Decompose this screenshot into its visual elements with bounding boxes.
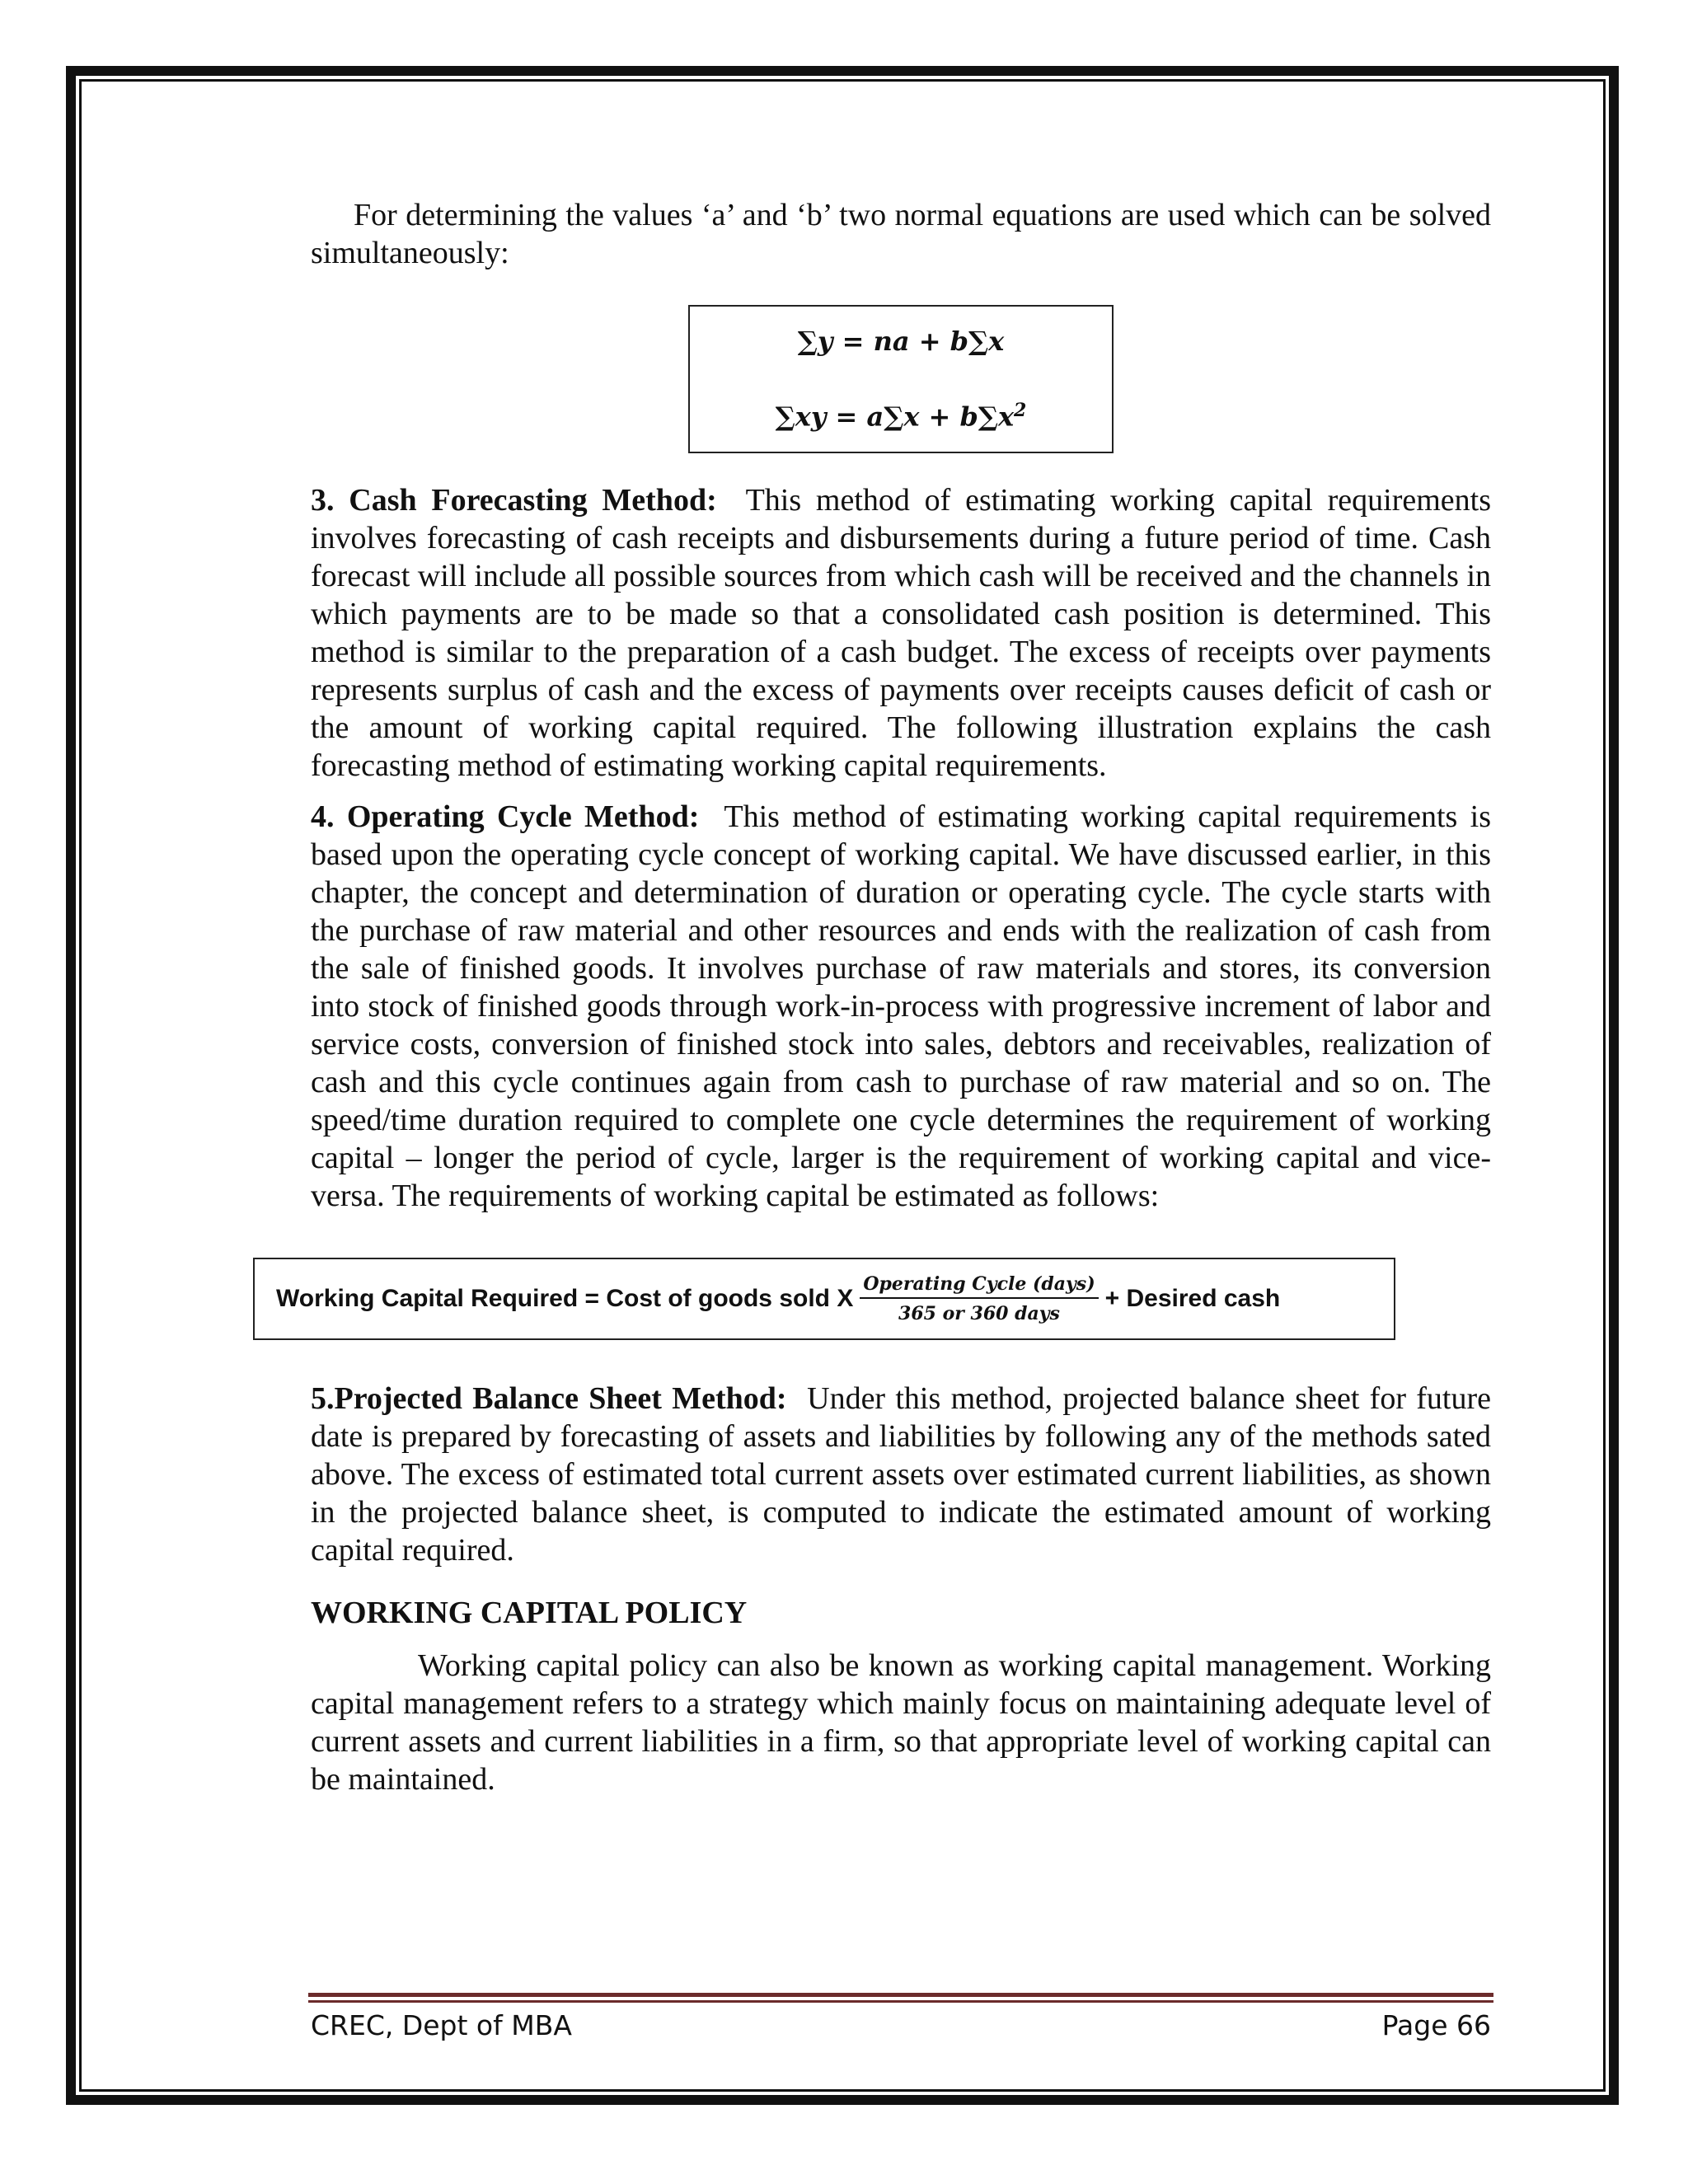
working-capital-formula-box — [253, 1258, 1395, 1340]
section-3-paragraph — [311, 481, 1491, 785]
section-5-title: 5.Projected Balance Sheet Method: — [311, 1381, 787, 1416]
formula-numerator: Operating Cycle (days) — [860, 1272, 1098, 1299]
formula-denominator: 365 or 360 days — [898, 1303, 1060, 1324]
section-projected-balance-sheet — [311, 1380, 1491, 1569]
section-4-paragraph — [311, 798, 1491, 1215]
section-5-body: Under this method, projected balance sheet for future date is prepared by forecasting of assets and liabilities by following any of the methods sated above. The excess of estimated total current assets over estimated current liabilities, as shown in the projected balance sheet, is computed to indicate the estimated amount of working capital required. — [311, 1381, 1492, 1568]
section-4-title: 4. Operating Cycle Method: — [311, 799, 700, 834]
working-capital-policy-heading: WORKING CAPITAL POLICY — [311, 1596, 748, 1630]
equation-2-main: ∑xy = a∑x + b∑x — [775, 401, 1015, 433]
footer-page-number: Page 66 — [1381, 2009, 1491, 2041]
footer-rule-top — [308, 1993, 1493, 1997]
equation-2-exponent: 2 — [1014, 400, 1027, 422]
section-cash-forecasting — [311, 481, 1491, 785]
section-5-paragraph — [311, 1380, 1491, 1569]
page-content — [276, 196, 1492, 1798]
formula-right: + Desired cash — [1104, 1285, 1281, 1312]
footer-rule-bottom — [308, 2000, 1493, 2003]
section-4-body: This method of estimating working capital requirements is based upon the operating cycle concept of working capital. We have discussed earlier, in this chapter, the concept and determination of duration or operating cycle. The cycle starts with the purchase of raw material and other resources and ends with the realization of cash from the sale of finished goods. It involves purchase of raw materials and stores, its conversion into stock of finished goods through work-in-process with progressive increment of labor and service costs, conversion of finished stock into sales, debtors and receivables, realization of cash and this cycle continues again from cash to purchase of raw material and so on. The speed/time duration required to complete one cycle determines the requirement of working capital – longer the period of cycle, larger is the requirement of working capital and vice-versa. The requirements of working capital be estimated as follows: — [311, 799, 1491, 1213]
section-3-body: This method of estimating working capital requirements involves forecasting of cash receipts and disbursements during a future period of time. Cash forecast will include all possible sources from which cash will be received and the channels in which payments are to be made so that a consolidated cash position is determined. This method is similar to the preparation of a cash budget. The excess of receipts over payments represents surplus of cash and the excess of payments over receipts causes deficit of cash or the amount of working capital required. The following illustration explains the cash forecasting method of estimating working capital requirements. — [311, 483, 1491, 783]
section-3-title: 3. Cash Forecasting Method: — [311, 483, 717, 518]
policy-paragraph: Working capital policy can also be known as working capital management. Working capital management refers to a strategy which mainly focus on maintaining adequate level of current assets and current liabilities in a firm, so that appropriate level of working capital can be maintained. — [311, 1648, 1491, 1797]
footer-department: CREC, Dept of MBA — [311, 2009, 572, 2041]
formula-fraction — [860, 1272, 1098, 1325]
normal-equations-box — [688, 305, 1114, 453]
equation-1: ∑y = na + b∑x — [797, 326, 1005, 358]
intro-paragraph: For determining the values ‘a’ and ‘b’ two normal equations are used which can be solved simultaneously: — [311, 198, 1491, 270]
equation-2 — [776, 392, 1027, 435]
section-operating-cycle — [311, 798, 1491, 1215]
page-footer — [311, 2008, 1491, 2044]
formula-left: Working Capital Required = Cost of goods sold X — [276, 1285, 854, 1312]
